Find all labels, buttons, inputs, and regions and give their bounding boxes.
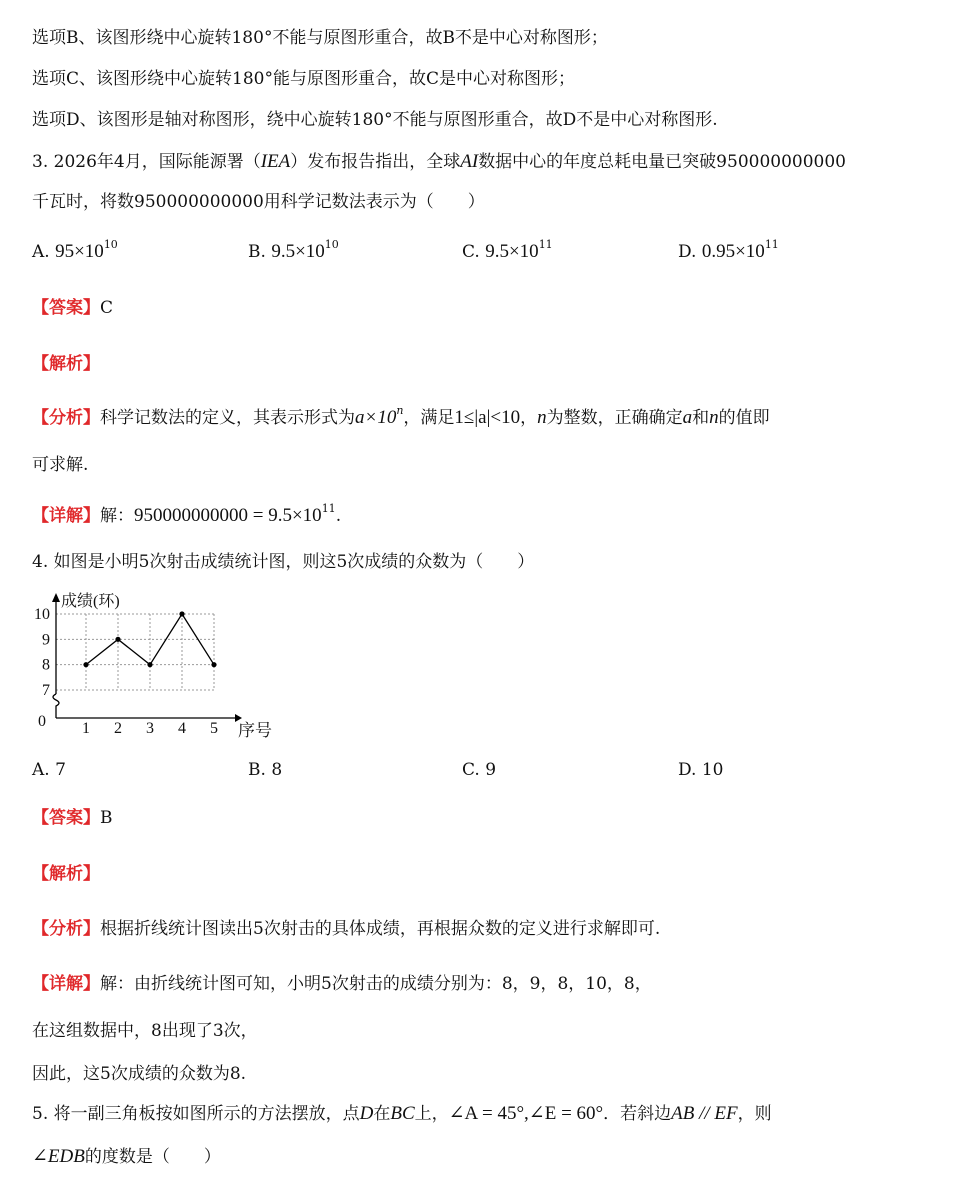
y-tick-label: 10	[34, 606, 50, 623]
x-tick-label: 1	[82, 720, 90, 737]
score-line-chart	[30, 590, 290, 745]
y-axis-label: 成绩(环)	[61, 593, 120, 610]
data-point	[147, 662, 152, 667]
q4-option-a: A. 7	[32, 760, 66, 780]
y-axis-arrow	[52, 593, 60, 602]
data-point	[211, 662, 216, 667]
q4-option-c: C. 9	[462, 760, 497, 780]
q3-stem-line2: 千瓦时，将数950000000000用科学记数法表示为（ ）	[32, 192, 485, 212]
q4-xiangjie: 【详解】解：由折线统计图可知，小明5次射击的成绩分别为：8，9，8，10，8，	[32, 974, 652, 994]
y-tick-label: 9	[42, 631, 50, 649]
y-tick-label: 8	[42, 656, 50, 674]
q3-answer: 【答案】C	[32, 298, 114, 318]
q4-answer: 【答案】B	[32, 808, 113, 828]
origin-label: 0	[38, 713, 46, 730]
x-tick-label: 4	[178, 720, 186, 737]
q3-option-a: A. $95\times 10^{10}$	[32, 238, 118, 262]
q4-xiangjie-line2: 在这组数据中，8出现了3次，	[32, 1021, 258, 1041]
q3-analysis-heading: 【解析】	[32, 354, 100, 374]
q3-option-b: B. $9.5\times 10^{10}$	[248, 238, 339, 262]
x-tick-label: 5	[210, 720, 218, 737]
q4-stem: 4. 如图是小明5次射击成绩统计图，则这5次成绩的众数为（ ）	[32, 552, 535, 572]
q4-analysis-heading: 【解析】	[32, 864, 100, 884]
q2-option-c-text: 选项C、该图形绕中心旋转180°能与原图形重合，故C是中心对称图形；	[32, 69, 575, 89]
q3-xiangjie: 【详解】解：$950000000000 = 9.5\times 10^{11}$.	[32, 502, 342, 526]
q5-stem-line2: ∠EDB的度数是（ ）	[32, 1146, 221, 1167]
q4-fenxi: 【分析】根据折线统计图读出5次射击的具体成绩，再根据众数的定义进行求解即可.	[32, 919, 661, 939]
x-tick-label: 2	[114, 720, 122, 737]
y-tick-label: 7	[42, 682, 50, 699]
q4-option-b: B. 8	[248, 760, 283, 780]
q5-stem-line1: 5. 将一副三角板按如图所示的方法摆放，点D在BC上，∠A = 45°,∠E = 60°．若斜边AB // EF，则	[32, 1103, 772, 1124]
q4-option-d: D. 10	[678, 760, 724, 780]
q3-fenxi-line2: 可求解.	[32, 455, 89, 475]
q3-fenxi-line1: 【分析】科学记数法的定义，其表示形式为$a\times 10^n$，满足1≤|a|<10，n为整数，正确确定a和n的值即	[32, 404, 770, 428]
q3-option-c: C. $9.5\times 10^{11}$	[462, 238, 553, 262]
q3-stem-line1: 3. 2026年4月，国际能源署（IEA）发布报告指出，全球AI数据中心的年度总耗电量已突破950000000000	[32, 151, 846, 172]
q3-option-d: D. $0.95\times 10^{11}$	[678, 238, 779, 262]
x-tick-label: 3	[146, 720, 154, 737]
q4-xiangjie-line3: 因此，这5次成绩的众数为8.	[32, 1064, 247, 1084]
data-point	[179, 611, 184, 616]
x-axis-label: 序号	[238, 721, 272, 740]
q2-option-b-text: 选项B、该图形绕中心旋转180°不能与原图形重合，故B不是中心对称图形；	[32, 28, 608, 48]
q2-option-d-text: 选项D、该图形是轴对称图形，绕中心旋转180°不能与原图形重合，故D不是中心对称图形.	[32, 110, 718, 130]
data-point	[115, 637, 120, 642]
data-point	[83, 662, 88, 667]
axis-break	[53, 694, 59, 718]
